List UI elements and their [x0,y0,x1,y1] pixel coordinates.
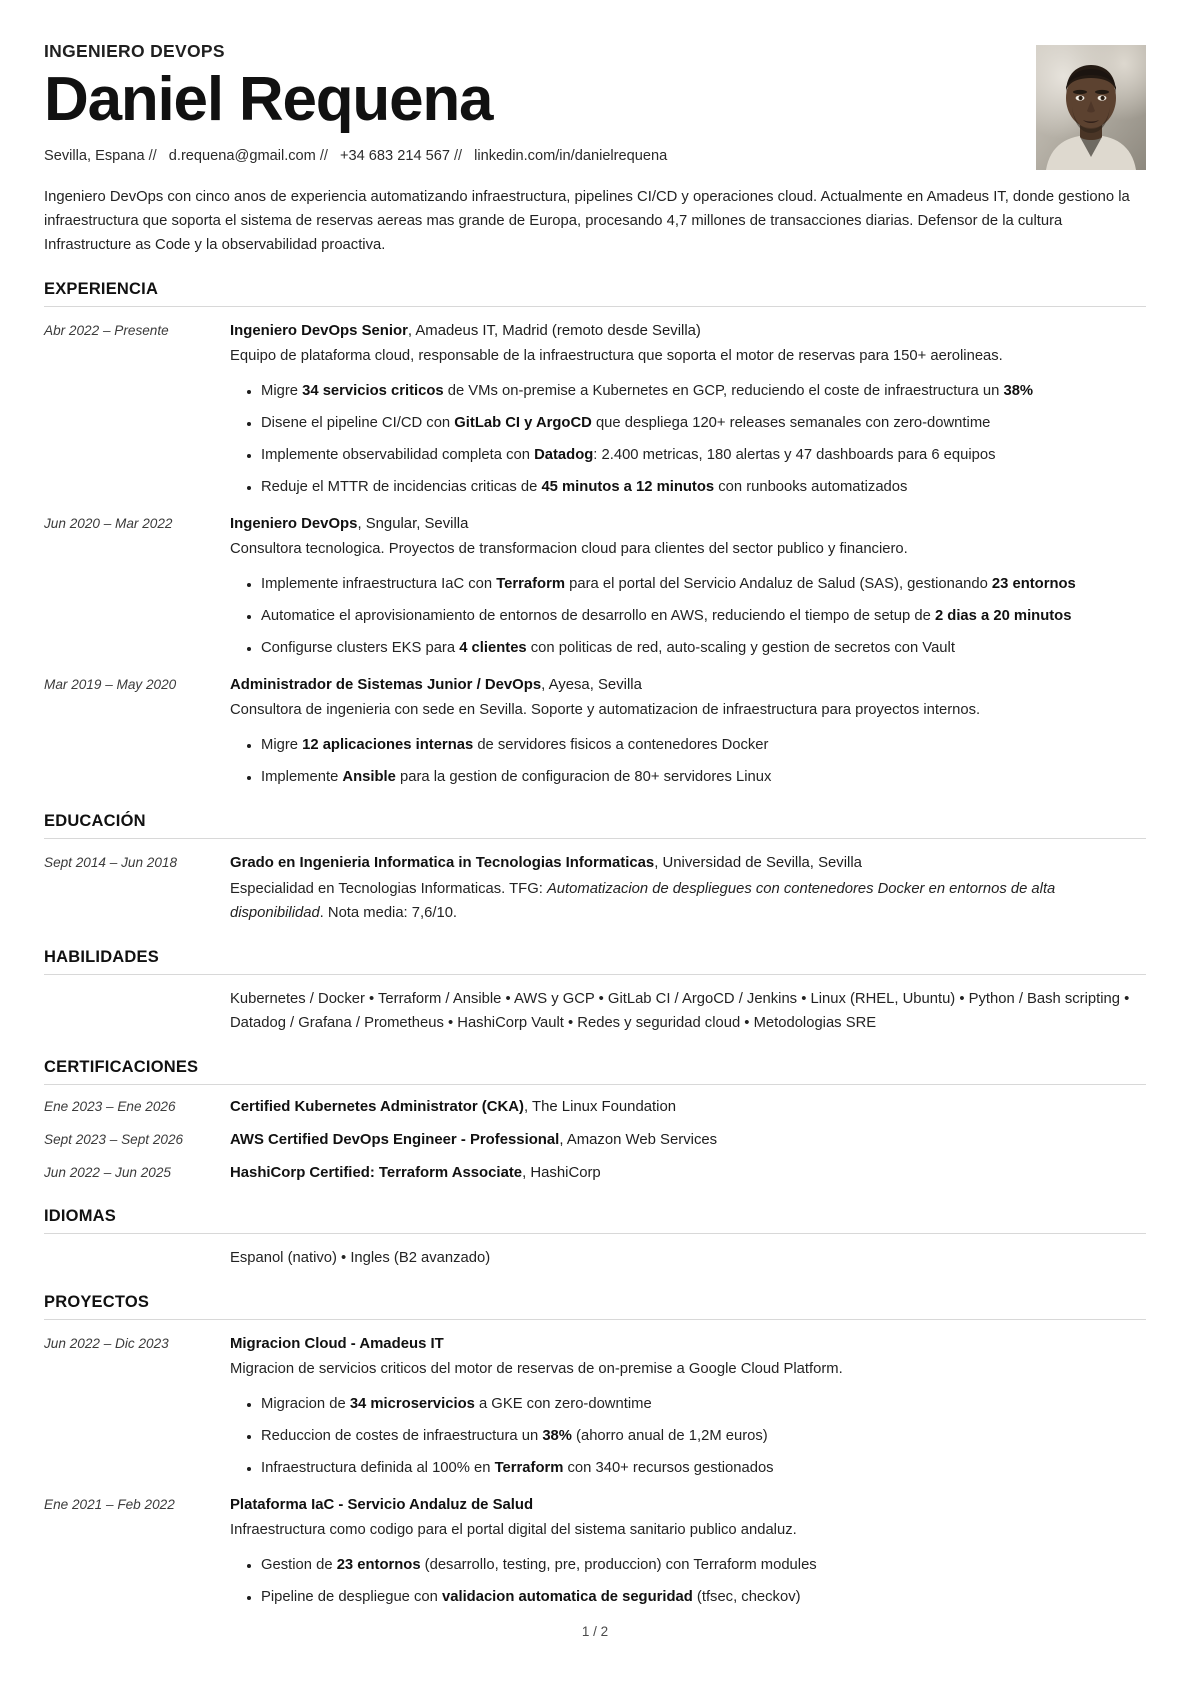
bullet-highlight: 23 entornos [991,576,1076,593]
page-footer [0,1624,1190,1639]
entry-heading [230,1096,676,1118]
experience-entry [44,661,1146,790]
profile-photo-icon [1036,45,1146,170]
languages-row [44,1234,1146,1271]
list-item [261,573,1146,597]
list-item [261,605,1146,629]
entry-description: Equipo de plataforma cloud, responsable de la infraestructura que soporta el motor de reservas para 150+ aerolineas. [230,348,1003,364]
entry-role: Ingeniero DevOps [230,515,358,532]
job-title-eyebrow: INGENIERO DEVOPS [44,41,225,61]
entry-bullets [230,1393,1146,1481]
list-item [261,1393,1146,1417]
bullet-highlight: Ansible [342,769,396,786]
section-skills [44,948,1146,1036]
bullet-text: con runbooks automatizados [714,478,908,495]
professional-summary: Ingeniero DevOps con cinco anos de experiencia automatizando infraestructura, pipelines CI/CD y operaciones cloud. Actualmente en Amadeus IT, donde gestiono la infraestructura que soporta el sistema de reservas aereas mas grande de Europa, procesando 4,7 millones de transacciones diarias. Defensor de la cultura Infrastructure as Code y la observabilidad proactiva. [44,188,1130,253]
entry-description: Consultora tecnologica. Proyectos de transformacion cloud para clientes del sector publico y financiero. [230,541,908,558]
certification-issuer: , Amazon Web Services [559,1131,718,1148]
page-indicator: 1 / 2 [581,1624,609,1639]
entry-meta: , Amadeus IT, Madrid (remoto desde Sevilla) [407,322,701,339]
certification-issuer: , The Linux Foundation [523,1098,677,1115]
entry-date: Jun 2022 – Dic 2023 [44,1335,169,1351]
section-title-experience: EXPERIENCIA [44,279,159,298]
section-certifications [44,1058,1146,1185]
contact-line [44,146,1146,168]
certification-row [44,1085,1146,1118]
bullet-text: Infraestructura definida al 100% en [261,1459,495,1476]
entry-heading [230,1494,1146,1516]
entry-bullets [230,573,1146,661]
entry-date: Ene 2021 – Feb 2022 [44,1496,175,1512]
list-item [261,476,1146,500]
bullet-text: de VMs on-premise a Kubernetes en GCP, reduciendo el coste de infraestructura un [443,382,1004,399]
bullet-text: Pipeline de despliegue con [261,1589,442,1606]
entry-date: Sept 2014 – Jun 2018 [44,855,178,871]
entry-heading [230,1162,601,1184]
entry-date: Abr 2022 – Presente [44,322,169,338]
bullet-highlight: 45 minutos a 12 minutos [541,478,715,495]
education-entry [44,839,1146,925]
entry-description [230,878,1146,926]
bullet-text: con 340+ recursos gestionados [563,1459,774,1476]
section-languages [44,1207,1146,1271]
institution: , Universidad de Sevilla, Sevilla [654,855,862,872]
bullet-text: (desarrollo, testing, pre, produccion) con Terraform modules [420,1557,817,1574]
bullet-text: de servidores fisicos a contenedores Docker [473,737,769,754]
skills-row [44,975,1146,1036]
bullet-highlight: 4 clientes [459,640,527,657]
description-text: Especialidad en Tecnologias Informaticas. TFG: [230,880,547,897]
contact-email[interactable]: d.requena@gmail.com [168,147,316,164]
entry-bullets [230,380,1146,500]
entry-body [230,674,1146,790]
entry-date: Ene 2023 – Ene 2026 [44,1098,176,1114]
bullet-text: Reduccion de costes de infraestructura un [261,1427,543,1444]
bullet-text: Configurse clusters EKS para [261,640,460,657]
entry-date: Jun 2022 – Jun 2025 [44,1165,171,1181]
contact-separator-3: // [453,147,463,164]
list-item [261,412,1146,436]
entry-heading [230,1129,717,1151]
thesis-title: Automatizacion de despliegues con contenedores Docker en entornos de alta disponibilidad [230,880,1056,921]
bullet-text: que despliega 120+ releases semanales con zero-downtime [591,414,991,431]
entry-heading [230,674,1146,696]
contact-phone[interactable]: +34 683 214 567 [340,147,450,164]
entry-body [230,513,1146,661]
entry-body [230,1494,1146,1610]
bullet-highlight: Terraform [496,576,566,593]
entry-body [230,852,1146,925]
bullet-highlight: 23 entornos [336,1557,421,1574]
bullet-highlight: 34 servicios criticos [302,382,444,399]
bullet-text: Migracion de [261,1395,350,1412]
entry-role: Ingeniero DevOps Senior [230,322,408,339]
entry-heading [230,320,1146,342]
bullet-highlight: GitLab CI y ArgoCD [454,414,592,431]
certification-row [44,1118,1146,1151]
project-name: Plataforma IaC - Servicio Andaluz de Salud [230,1496,534,1513]
bullet-text: Implemente [261,769,343,786]
entry-meta: , Sngular, Sevilla [357,515,469,532]
certification-name: Certified Kubernetes Administrator (CKA) [230,1098,524,1115]
section-title-projects: PROYECTOS [44,1292,150,1311]
list-item [261,1554,1146,1578]
skills-list: Kubernetes / Docker • Terraform / Ansible • AWS y GCP • GitLab CI / ArgoCD / Jenkins • Linux (RHEL, Ubuntu) • Python / Bash scripting • Datadog / Grafana / Prometheus • HashiCorp Vault • Redes y seguridad cloud • Metodologias SRE [230,990,1130,1031]
section-title-certifications: CERTIFICACIONES [44,1057,199,1076]
entry-date: Mar 2019 – May 2020 [44,677,177,693]
entry-body [230,320,1146,500]
entry-body [230,1333,1146,1481]
entry-date: Sept 2023 – Sept 2026 [44,1131,184,1147]
section-experience [44,280,1146,791]
certification-row [44,1151,1146,1184]
project-entry [44,1320,1146,1481]
bullet-text: para el portal del Servicio Andaluz de Salud (SAS), gestionando [565,576,992,593]
bullet-highlight: 2 dias a 20 minutos [934,608,1072,625]
list-item [261,766,1146,790]
avatar [1036,45,1146,170]
experience-entry [44,307,1146,500]
experience-entry [44,500,1146,661]
entry-description: Consultora de ingenieria con sede en Sevilla. Soporte y automatizacion de infraestructura para proyectos internos. [230,702,981,719]
entry-description: Infraestructura como codigo para el portal digital del sistema sanitario publico andaluz. [230,1522,797,1539]
list-item [261,444,1146,468]
certification-name: HashiCorp Certified: Terraform Associate [230,1165,523,1182]
degree-name: Grado en Ingenieria Informatica in Tecnologias Informaticas [230,855,655,872]
entry-bullets [230,734,1146,790]
description-text: . Nota media: 7,6/10. [319,904,458,921]
bullet-text: Implemente infraestructura IaC con [261,576,497,593]
bullet-text: Reduje el MTTR de incidencias criticas de [261,478,542,495]
entry-bullets [230,1554,1146,1610]
bullet-text: (ahorro anual de 1,2M euros) [571,1427,768,1444]
bullet-highlight: 12 aplicaciones internas [302,737,474,754]
list-item [261,1457,1146,1481]
bullet-text: Disene el pipeline CI/CD con [261,414,455,431]
contact-linkedin[interactable]: linkedin.com/in/danielrequena [474,147,668,164]
entry-heading [230,513,1146,535]
entry-date: Jun 2020 – Mar 2022 [44,515,173,531]
bullet-highlight: 38% [542,1427,572,1444]
certification-issuer: , HashiCorp [522,1165,601,1182]
bullet-text: Migre [261,737,303,754]
bullet-highlight: 34 microservicios [349,1395,475,1412]
section-education [44,812,1146,925]
section-title-education: EDUCACIÓN [44,812,146,831]
entry-description: Migracion de servicios criticos del motor de reservas de on-premise a Google Cloud Platform. [230,1360,843,1377]
list-item [261,380,1146,404]
list-item [261,734,1146,758]
entry-meta: , Ayesa, Sevilla [541,677,642,694]
bullet-highlight: validacion automatica de seguridad [442,1589,693,1606]
list-item [261,637,1146,661]
contact-location: Sevilla, Espana [44,147,145,164]
bullet-text: (tfsec, checkov) [692,1589,801,1606]
section-title-skills: HABILIDADES [44,947,159,966]
contact-separator-1: // [148,147,157,164]
bullet-highlight: Datadog [534,446,594,463]
bullet-highlight: 38% [1003,382,1034,399]
list-item [261,1425,1146,1449]
project-entry [44,1481,1146,1610]
bullet-text: Gestion de [261,1557,337,1574]
entry-heading [230,852,1146,874]
page-title: Daniel Requena [44,64,493,134]
bullet-text: : 2.400 metricas, 180 alertas y 47 dashboards para 6 equipos [593,446,996,463]
bullet-text: con politicas de red, auto-scaling y gestion de secretos con Vault [526,640,955,657]
list-item [261,1586,1146,1610]
bullet-text: Migre [261,382,303,399]
languages-list: Espanol (nativo) • Ingles (B2 avanzado) [230,1249,491,1266]
entry-role: Administrador de Sistemas Junior / DevOps [230,677,542,694]
bullet-text: para la gestion de configuracion de 80+ servidores Linux [395,769,772,786]
project-name: Migracion Cloud - Amadeus IT [230,1335,444,1352]
entry-heading [230,1333,1146,1355]
bullet-highlight: Terraform [494,1459,564,1476]
bullet-text: a GKE con zero-downtime [474,1395,652,1412]
bullet-text: Implemente observabilidad completa con [261,446,535,463]
contact-separator-2: // [319,147,328,164]
bullet-text: Automatice el aprovisionamiento de entornos de desarrollo en AWS, reduciendo el tiempo de setup de [261,608,935,625]
section-projects [44,1293,1146,1611]
certification-name: AWS Certified DevOps Engineer - Professional [230,1131,560,1148]
resume-header [44,40,1146,258]
section-title-languages: IDIOMAS [44,1206,116,1225]
